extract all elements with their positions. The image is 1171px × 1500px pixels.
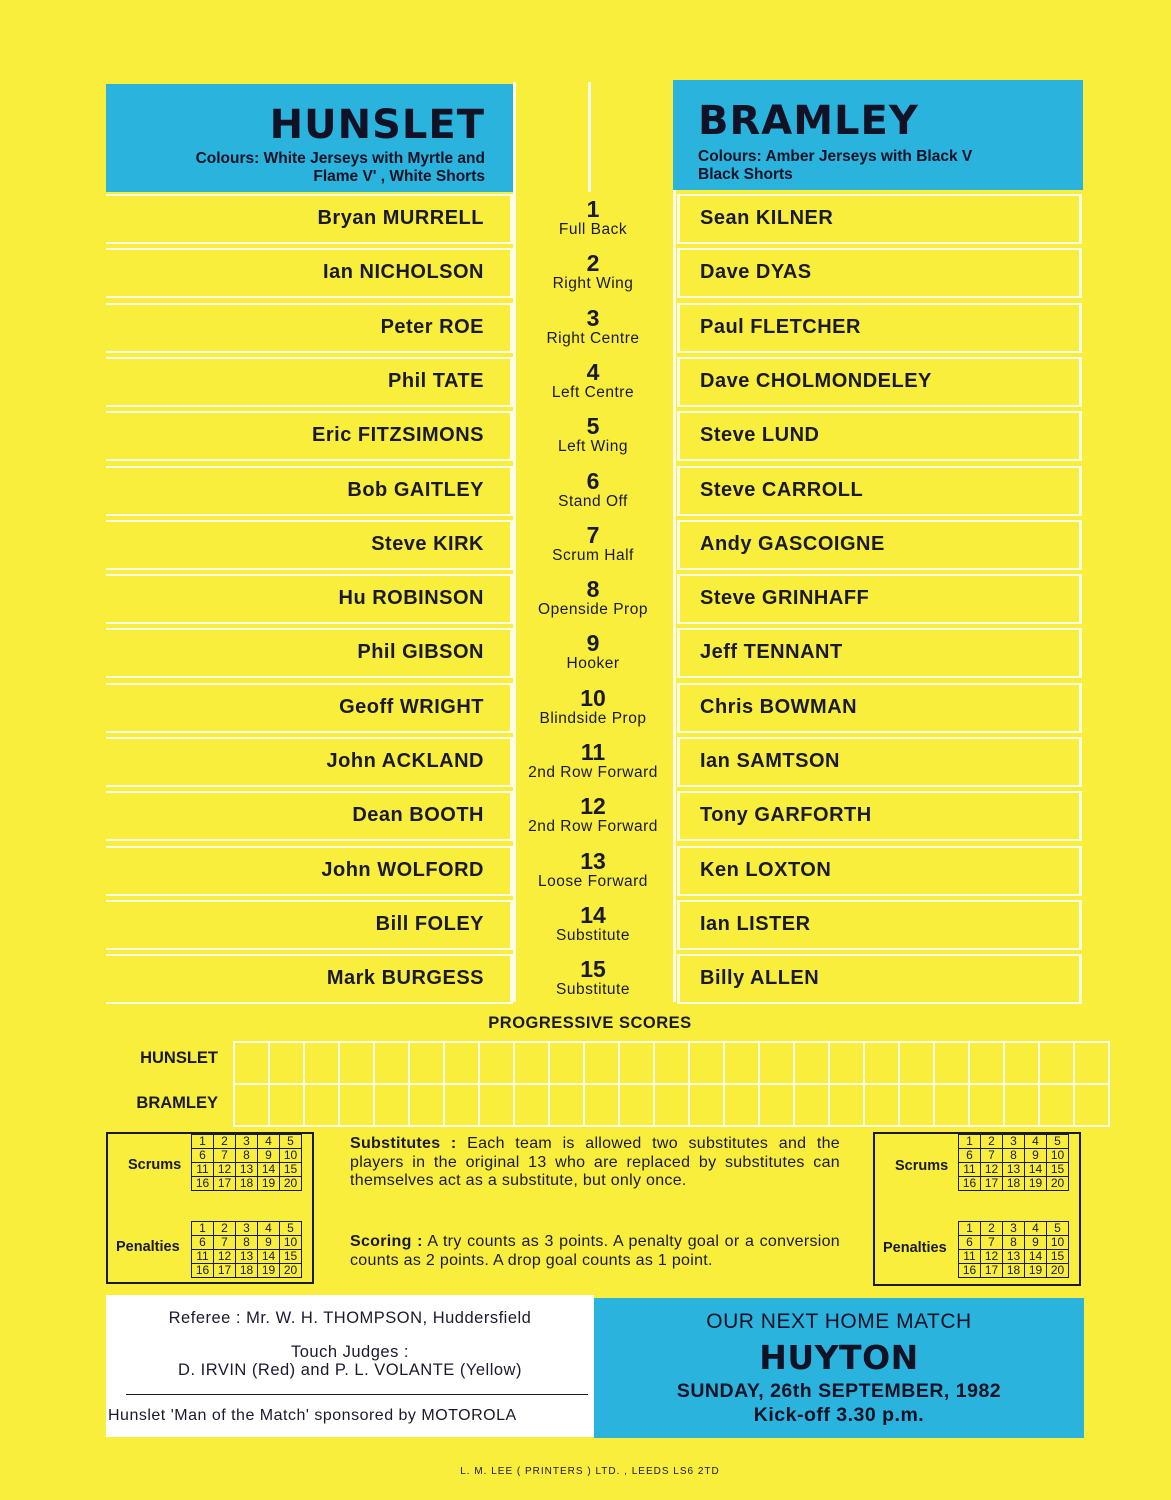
tally-row	[959, 1135, 1069, 1149]
divider-line	[588, 82, 591, 192]
score-cell	[829, 1084, 864, 1126]
score-cell	[794, 1084, 829, 1126]
tally-cell: 19	[258, 1177, 280, 1191]
away-player-name: Chris BOWMAN	[700, 696, 858, 718]
score-cell	[339, 1084, 374, 1126]
position-label	[513, 306, 673, 348]
away-player-row	[677, 520, 1082, 570]
score-cell	[829, 1042, 864, 1084]
divider-line	[126, 1394, 588, 1395]
tally-cell: 14	[258, 1163, 280, 1177]
tally-cell: 20	[280, 1264, 302, 1278]
home-team-colours	[196, 150, 485, 186]
tally-cell: 14	[258, 1250, 280, 1264]
score-cell	[759, 1042, 794, 1084]
position-name: Blindside Prop	[539, 710, 647, 727]
score-cell	[444, 1042, 479, 1084]
tally-cell: 12	[214, 1163, 236, 1177]
tally-cell: 5	[280, 1222, 302, 1236]
score-cell	[619, 1042, 654, 1084]
score-cell	[619, 1084, 654, 1126]
tally-cell: 7	[981, 1236, 1003, 1250]
tally-cell: 8	[236, 1149, 258, 1163]
tally-row	[192, 1135, 302, 1149]
away-player-row	[677, 791, 1082, 841]
score-cell	[549, 1042, 584, 1084]
tally-cell: 17	[214, 1177, 236, 1191]
score-cell	[374, 1084, 409, 1126]
position-name: 2nd Row Forward	[528, 764, 658, 781]
tally-cell: 8	[1003, 1236, 1025, 1250]
home-player-row	[106, 683, 513, 733]
away-player-row	[677, 954, 1082, 1004]
position-number: 13	[580, 848, 606, 874]
score-cell	[409, 1084, 444, 1126]
tally-cell: 3	[236, 1222, 258, 1236]
score-cell	[1004, 1084, 1039, 1126]
away-player-row	[677, 574, 1082, 624]
position-label	[513, 577, 673, 619]
away-player-name: Paul FLETCHER	[700, 316, 861, 338]
away-player-row	[677, 357, 1082, 407]
next-match-kickoff: Kick-off 3.30 p.m.	[753, 1404, 925, 1426]
tally-cell: 13	[236, 1163, 258, 1177]
score-cell	[654, 1084, 689, 1126]
progressive-home-label: HUNSLET	[140, 1049, 218, 1067]
position-name: Hooker	[566, 655, 620, 672]
tally-cell: 17	[981, 1264, 1003, 1278]
position-name: Left Wing	[558, 438, 628, 455]
tally-cell: 20	[1047, 1264, 1069, 1278]
tally-cell: 4	[1025, 1222, 1047, 1236]
home-player-row	[106, 194, 513, 244]
tally-cell: 11	[192, 1163, 214, 1177]
next-match-date: SUNDAY, 26th SEPTEMBER, 1982	[676, 1380, 1002, 1402]
away-player-row	[677, 411, 1082, 461]
touch-judges-names: D. IRVIN (Red) and P. L. VOLANTE (Yellow)	[178, 1361, 522, 1379]
home-penalties-label: Penalties	[116, 1239, 180, 1255]
away-player-name: Sean KILNER	[700, 207, 834, 229]
tally-cell: 20	[280, 1177, 302, 1191]
score-cell	[864, 1042, 899, 1084]
position-name: Right Centre	[546, 330, 640, 347]
score-cell	[269, 1042, 304, 1084]
home-player-name: Peter ROE	[380, 316, 484, 338]
tally-cell: 15	[280, 1163, 302, 1177]
tally-cell: 11	[192, 1250, 214, 1264]
score-cell	[794, 1042, 829, 1084]
man-of-match-sponsor: Hunslet 'Man of the Match' sponsored by MOTOROLA	[108, 1407, 517, 1424]
score-cell	[549, 1084, 584, 1126]
away-player-name: Ken LOXTON	[700, 859, 832, 881]
away-player-row	[677, 194, 1082, 244]
away-player-row	[677, 846, 1082, 896]
home-player-row	[106, 791, 513, 841]
tally-cell: 17	[214, 1264, 236, 1278]
home-player-name: Eric FITZSIMONS	[312, 424, 484, 446]
home-player-name: John ACKLAND	[326, 750, 484, 772]
position-label	[513, 197, 673, 239]
position-label	[513, 469, 673, 511]
tally-row	[959, 1236, 1069, 1250]
away-player-name: Ian SAMTSON	[700, 750, 840, 772]
position-number: 10	[580, 685, 606, 711]
away-player-name: Jeff TENNANT	[700, 641, 843, 663]
tally-cell: 10	[1047, 1236, 1069, 1250]
away-colours-line-1: Colours: Amber Jerseys with Black V	[698, 148, 973, 165]
home-scrums-grid	[191, 1134, 302, 1191]
score-cell	[514, 1042, 549, 1084]
tally-cell: 3	[1003, 1135, 1025, 1149]
printer-credit: L. M. LEE ( PRINTERS ) LTD. , LEEDS LS6 2TD	[460, 1466, 720, 1477]
tally-cell: 7	[981, 1149, 1003, 1163]
away-player-row	[677, 900, 1082, 950]
position-name: Loose Forward	[538, 873, 648, 890]
divider-line	[673, 190, 676, 1002]
position-number: 2	[586, 250, 600, 276]
score-cell	[584, 1042, 619, 1084]
tally-row	[192, 1163, 302, 1177]
scoring-heading: Scoring :	[350, 1233, 423, 1250]
tally-cell: 19	[258, 1264, 280, 1278]
away-team-colours	[698, 148, 972, 184]
position-name: Substitute	[556, 927, 630, 944]
home-player-name: Ian NICHOLSON	[323, 261, 484, 283]
home-player-name: Bill FOLEY	[375, 913, 484, 935]
tally-row	[959, 1250, 1069, 1264]
tally-cell: 10	[280, 1149, 302, 1163]
tally-cell: 15	[280, 1250, 302, 1264]
score-cell	[934, 1042, 969, 1084]
home-player-name: Steve KIRK	[371, 533, 484, 555]
position-name: Scrum Half	[552, 547, 634, 564]
tally-cell: 9	[1025, 1149, 1047, 1163]
touch-judges-title: Touch Judges :	[291, 1343, 409, 1361]
tally-cell: 12	[214, 1250, 236, 1264]
tally-cell: 12	[981, 1250, 1003, 1264]
score-cell	[724, 1084, 759, 1126]
scoring-rule	[350, 1233, 840, 1270]
position-name: Full Back	[558, 221, 628, 238]
away-player-name: Steve LUND	[700, 424, 820, 446]
tally-cell: 5	[280, 1135, 302, 1149]
tally-cell: 1	[192, 1222, 214, 1236]
tally-cell: 19	[1025, 1177, 1047, 1191]
progressive-scores-title: PROGRESSIVE SCORES	[488, 1014, 692, 1032]
score-cell	[1074, 1084, 1109, 1126]
tally-cell: 9	[258, 1149, 280, 1163]
next-home-match-panel	[594, 1298, 1084, 1438]
progressive-scores-grid	[233, 1041, 1110, 1127]
score-cell	[899, 1084, 934, 1126]
tally-cell: 8	[1003, 1149, 1025, 1163]
score-cell	[654, 1042, 689, 1084]
position-label	[513, 794, 673, 836]
tally-cell: 4	[258, 1222, 280, 1236]
home-player-row	[106, 520, 513, 570]
tally-row	[192, 1264, 302, 1278]
away-player-row	[677, 303, 1082, 353]
home-player-name: Geoff WRIGHT	[339, 696, 484, 718]
tally-cell: 10	[1047, 1149, 1069, 1163]
tally-row	[192, 1222, 302, 1236]
position-number: 12	[580, 793, 606, 819]
tally-cell: 12	[981, 1163, 1003, 1177]
away-scrums-grid	[958, 1134, 1069, 1191]
score-cell	[409, 1042, 444, 1084]
tally-cell: 18	[1003, 1177, 1025, 1191]
away-scrums-label: Scrums	[895, 1158, 949, 1174]
away-player-name: Andy GASCOIGNE	[700, 533, 885, 555]
tally-cell: 16	[959, 1177, 981, 1191]
tally-cell: 9	[1025, 1236, 1047, 1250]
position-name: Substitute	[556, 981, 630, 998]
score-cell	[1039, 1042, 1074, 1084]
home-team-header	[106, 84, 513, 192]
position-number: 8	[586, 576, 600, 602]
tally-cell: 11	[959, 1163, 981, 1177]
home-player-name: Bryan MURRELL	[317, 207, 484, 229]
next-match-opponent: HUYTON	[759, 1338, 919, 1377]
away-player-row	[677, 737, 1082, 787]
tally-cell: 2	[214, 1135, 236, 1149]
score-cell	[1074, 1042, 1109, 1084]
officials-panel	[106, 1295, 594, 1437]
tally-cell: 4	[1025, 1135, 1047, 1149]
score-cell	[724, 1042, 759, 1084]
score-cell	[479, 1084, 514, 1126]
home-player-name: John WOLFORD	[321, 859, 484, 881]
tally-row	[959, 1222, 1069, 1236]
away-player-row	[677, 628, 1082, 678]
position-number: 14	[580, 902, 606, 928]
home-player-row	[106, 737, 513, 787]
tally-cell: 11	[959, 1250, 981, 1264]
away-team-name: BRAMLEY	[698, 98, 919, 144]
position-name: Openside Prop	[538, 601, 648, 618]
score-cell	[759, 1084, 794, 1126]
home-player-name: Mark BURGESS	[326, 967, 484, 989]
away-player-row	[677, 248, 1082, 298]
score-cell	[969, 1042, 1004, 1084]
tally-cell: 14	[1025, 1163, 1047, 1177]
substitutes-heading: Substitutes :	[350, 1135, 457, 1152]
away-player-name: Billy ALLEN	[700, 967, 820, 989]
position-label	[513, 631, 673, 673]
tally-cell: 15	[1047, 1163, 1069, 1177]
score-cell	[269, 1084, 304, 1126]
home-penalties-grid	[191, 1221, 302, 1278]
score-cell	[584, 1084, 619, 1126]
tally-cell: 2	[214, 1222, 236, 1236]
home-tally-box	[106, 1132, 314, 1284]
position-number: 15	[580, 956, 606, 982]
away-penalties-label: Penalties	[883, 1240, 947, 1256]
home-player-row	[106, 248, 513, 298]
position-number: 6	[586, 468, 600, 494]
score-cell	[864, 1084, 899, 1126]
position-label	[513, 414, 673, 456]
tally-cell: 6	[192, 1236, 214, 1250]
tally-cell: 13	[1003, 1163, 1025, 1177]
home-player-name: Dean BOOTH	[352, 804, 484, 826]
away-colours-line-2: Black Shorts	[698, 166, 793, 183]
tally-cell: 6	[192, 1149, 214, 1163]
away-player-row	[677, 466, 1082, 516]
position-number: 1	[586, 196, 600, 222]
home-player-row	[106, 466, 513, 516]
referee: Referee : Mr. W. H. THOMPSON, Huddersfield	[168, 1309, 532, 1327]
position-label	[513, 686, 673, 728]
score-cell	[899, 1042, 934, 1084]
score-cell	[1039, 1084, 1074, 1126]
tally-cell: 1	[192, 1135, 214, 1149]
tally-cell: 18	[236, 1264, 258, 1278]
score-cell	[444, 1084, 479, 1126]
home-player-row	[106, 303, 513, 353]
away-team-header	[673, 80, 1083, 190]
position-number: 11	[580, 739, 606, 765]
score-cell	[969, 1084, 1004, 1126]
position-label	[513, 903, 673, 945]
away-player-name: Dave CHOLMONDELEY	[700, 370, 932, 392]
score-cell	[479, 1042, 514, 1084]
position-name: 2nd Row Forward	[528, 818, 658, 835]
progressive-away-label: BRAMLEY	[136, 1094, 218, 1112]
away-player-name: Steve CARROLL	[700, 479, 864, 501]
tally-cell: 15	[1047, 1250, 1069, 1264]
tally-row	[192, 1236, 302, 1250]
position-label	[513, 251, 673, 293]
tally-cell: 2	[981, 1135, 1003, 1149]
home-player-row	[106, 411, 513, 461]
tally-cell: 7	[214, 1149, 236, 1163]
tally-row	[192, 1149, 302, 1163]
position-label	[513, 957, 673, 999]
tally-cell: 4	[258, 1135, 280, 1149]
substitutes-text: Each team is allowed two substitutes and the players in the original 13 who are replaced by substitutes can themselves act as a substitute, but only once.	[350, 1135, 841, 1189]
position-label	[513, 740, 673, 782]
tally-cell: 17	[981, 1177, 1003, 1191]
tally-cell: 18	[1003, 1264, 1025, 1278]
tally-cell: 3	[236, 1135, 258, 1149]
tally-cell: 19	[1025, 1264, 1047, 1278]
tally-row	[192, 1250, 302, 1264]
home-colours-line-2: Flame V' , White Shorts	[313, 168, 485, 185]
score-cell	[339, 1042, 374, 1084]
away-progressive-row	[234, 1084, 1109, 1126]
home-player-name: Phil GIBSON	[357, 641, 484, 663]
position-name: Stand Off	[558, 493, 628, 510]
tally-cell: 5	[1047, 1222, 1069, 1236]
home-team-name: HUNSLET	[269, 102, 485, 148]
tally-cell: 18	[236, 1177, 258, 1191]
tally-cell: 13	[236, 1250, 258, 1264]
tally-cell: 10	[280, 1236, 302, 1250]
tally-cell: 7	[214, 1236, 236, 1250]
home-colours-line-1: Colours: White Jerseys with Myrtle and	[195, 150, 485, 167]
tally-cell: 9	[258, 1236, 280, 1250]
tally-cell: 20	[1047, 1177, 1069, 1191]
away-player-name: Tony GARFORTH	[700, 804, 872, 826]
home-progressive-row	[234, 1042, 1109, 1084]
score-cell	[374, 1042, 409, 1084]
substitutes-rule	[350, 1135, 840, 1191]
tally-row	[959, 1264, 1069, 1278]
score-cell	[689, 1042, 724, 1084]
home-player-row	[106, 954, 513, 1004]
position-number: 3	[586, 305, 600, 331]
position-label	[513, 523, 673, 565]
home-scrums-label: Scrums	[128, 1157, 182, 1173]
position-number: 5	[586, 413, 600, 439]
away-player-row	[677, 683, 1082, 733]
score-cell	[234, 1084, 269, 1126]
away-tally-box	[873, 1132, 1081, 1286]
home-player-row	[106, 846, 513, 896]
tally-cell: 14	[1025, 1250, 1047, 1264]
tally-cell: 3	[1003, 1222, 1025, 1236]
position-name: Left Centre	[551, 384, 635, 401]
away-player-name: Ian LISTER	[700, 913, 811, 935]
tally-cell: 1	[959, 1135, 981, 1149]
away-player-name: Dave DYAS	[700, 261, 812, 283]
position-number: 7	[586, 522, 600, 548]
score-cell	[934, 1084, 969, 1126]
tally-cell: 6	[959, 1149, 981, 1163]
position-number: 4	[586, 359, 600, 385]
away-player-name: Steve GRINHAFF	[700, 587, 870, 609]
tally-row	[959, 1149, 1069, 1163]
position-name: Right Wing	[552, 275, 634, 292]
tally-cell: 1	[959, 1222, 981, 1236]
tally-cell: 5	[1047, 1135, 1069, 1149]
home-player-name: Phil TATE	[388, 370, 484, 392]
tally-cell: 16	[192, 1264, 214, 1278]
home-player-name: Bob GAITLEY	[347, 479, 484, 501]
away-penalties-grid	[958, 1221, 1069, 1278]
score-cell	[304, 1042, 339, 1084]
score-cell	[689, 1084, 724, 1126]
score-cell	[234, 1042, 269, 1084]
tally-cell: 8	[236, 1236, 258, 1250]
tally-cell: 6	[959, 1236, 981, 1250]
tally-cell: 13	[1003, 1250, 1025, 1264]
position-number: 9	[586, 630, 600, 656]
tally-cell: 16	[959, 1264, 981, 1278]
tally-cell: 2	[981, 1222, 1003, 1236]
home-player-name: Hu ROBINSON	[338, 587, 484, 609]
home-player-row	[106, 900, 513, 950]
scoring-text: A try counts as 3 points. A penalty goal or a conversion counts as 2 points. A drop goal counts as 1 point.	[350, 1233, 841, 1269]
score-cell	[514, 1084, 549, 1126]
home-player-row	[106, 357, 513, 407]
position-label	[513, 360, 673, 402]
home-player-row	[106, 574, 513, 624]
home-player-row	[106, 628, 513, 678]
tally-row	[959, 1177, 1069, 1191]
next-match-heading: OUR NEXT HOME MATCH	[706, 1310, 972, 1333]
position-label	[513, 849, 673, 891]
score-cell	[304, 1084, 339, 1126]
tally-row	[959, 1163, 1069, 1177]
tally-row	[192, 1177, 302, 1191]
score-cell	[1004, 1042, 1039, 1084]
tally-cell: 16	[192, 1177, 214, 1191]
